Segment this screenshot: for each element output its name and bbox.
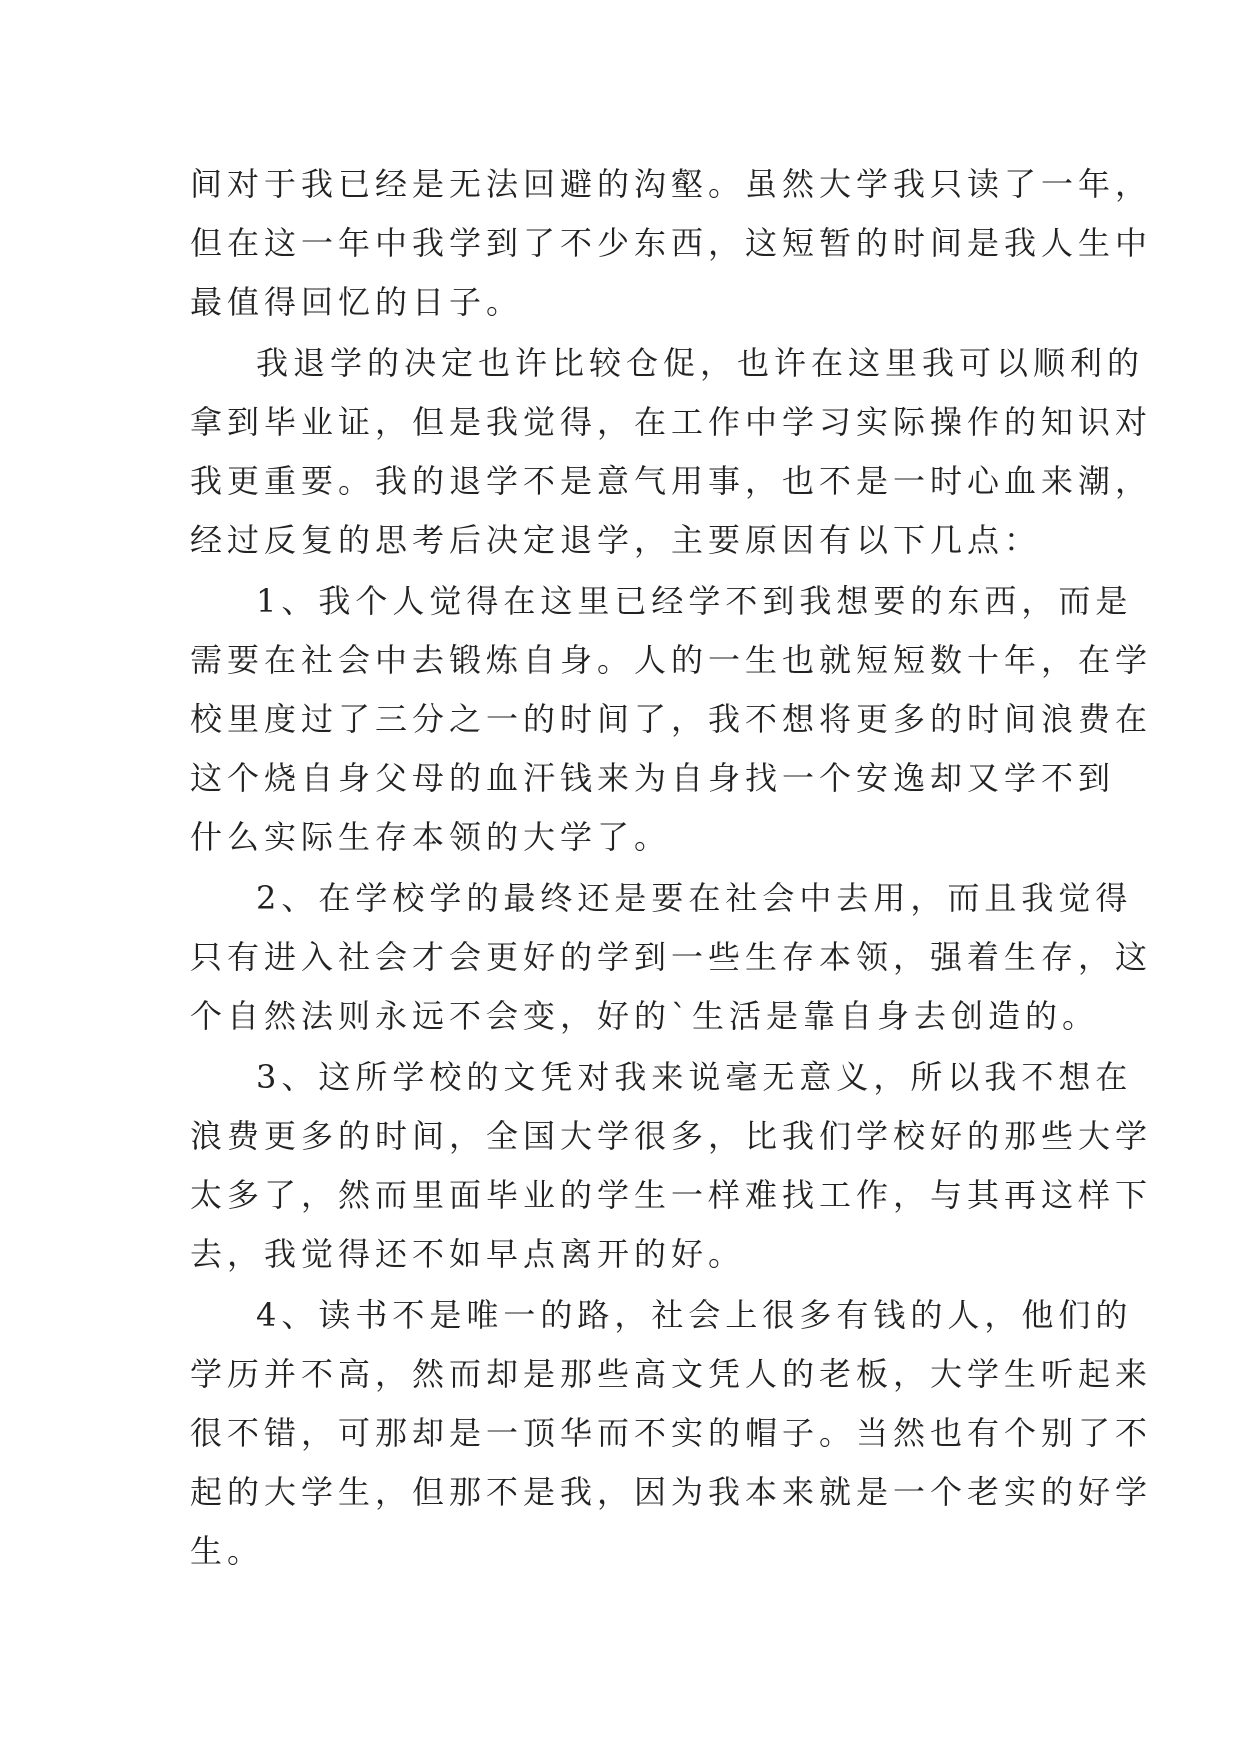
text-line: 个自然法则永远不会变，好的`生活是靠自身去创造的。 <box>190 997 1100 1035</box>
text-line: 经过反复的思考后决定退学，主要原因有以下几点： <box>190 521 1042 559</box>
body-text <box>190 155 1153 1581</box>
text-line: 去，我觉得还不如早点离开的好。 <box>190 1235 746 1273</box>
text-line: 什么实际生存本领的大学了。 <box>190 818 672 856</box>
text-line: 学历并不高，然而却是那些高文凭人的老板，大学生听起来 <box>190 1355 1153 1393</box>
reason-3-first-line: 3、这所学校的文凭对我来说毫无意义，所以我不想在 <box>256 1058 1133 1096</box>
text-line: 太多了，然而里面毕业的学生一样难找工作，与其再这样下 <box>190 1176 1153 1214</box>
paragraph-first-line: 我退学的决定也许比较仓促，也许在这里我可以顺利的 <box>256 344 1145 382</box>
text-line: 我更重要。我的退学不是意气用事，也不是一时心血来潮， <box>190 462 1153 500</box>
text-line: 最值得回忆的日子。 <box>190 283 524 321</box>
text-line: 需要在社会中去锻炼自身。人的一生也就短短数十年，在学 <box>190 641 1153 679</box>
text-line: 只有进入社会才会更好的学到一些生存本领，强着生存，这 <box>190 938 1153 976</box>
text-line: 起的大学生，但那不是我，因为我本来就是一个老实的好学 <box>190 1473 1153 1511</box>
reason-4-first-line: 4、读书不是唯一的路，社会上很多有钱的人，他们的 <box>256 1296 1133 1334</box>
text-line: 浪费更多的时间，全国大学很多，比我们学校好的那些大学 <box>190 1117 1153 1155</box>
text-line: 生。 <box>190 1532 265 1570</box>
text-line: 校里度过了三分之一的时间了，我不想将更多的时间浪费在 <box>190 700 1153 738</box>
reason-1-first-line: 1、我个人觉得在这里已经学不到我想要的东西，而是 <box>256 582 1133 620</box>
text-line: 拿到毕业证，但是我觉得，在工作中学习实际操作的知识对 <box>190 403 1153 441</box>
text-line: 间对于我已经是无法回避的沟壑。虽然大学我只读了一年， <box>190 165 1153 203</box>
text-line: 这个烧自身父母的血汗钱来为自身找一个安逸却又学不到 <box>190 759 1116 797</box>
text-line: 很不错，可那却是一顶华而不实的帽子。当然也有个别了不 <box>190 1414 1153 1452</box>
reason-2-first-line: 2、在学校学的最终还是要在社会中去用，而且我觉得 <box>256 879 1133 917</box>
text-line: 但在这一年中我学到了不少东西，这短暂的时间是我人生中 <box>190 224 1153 262</box>
